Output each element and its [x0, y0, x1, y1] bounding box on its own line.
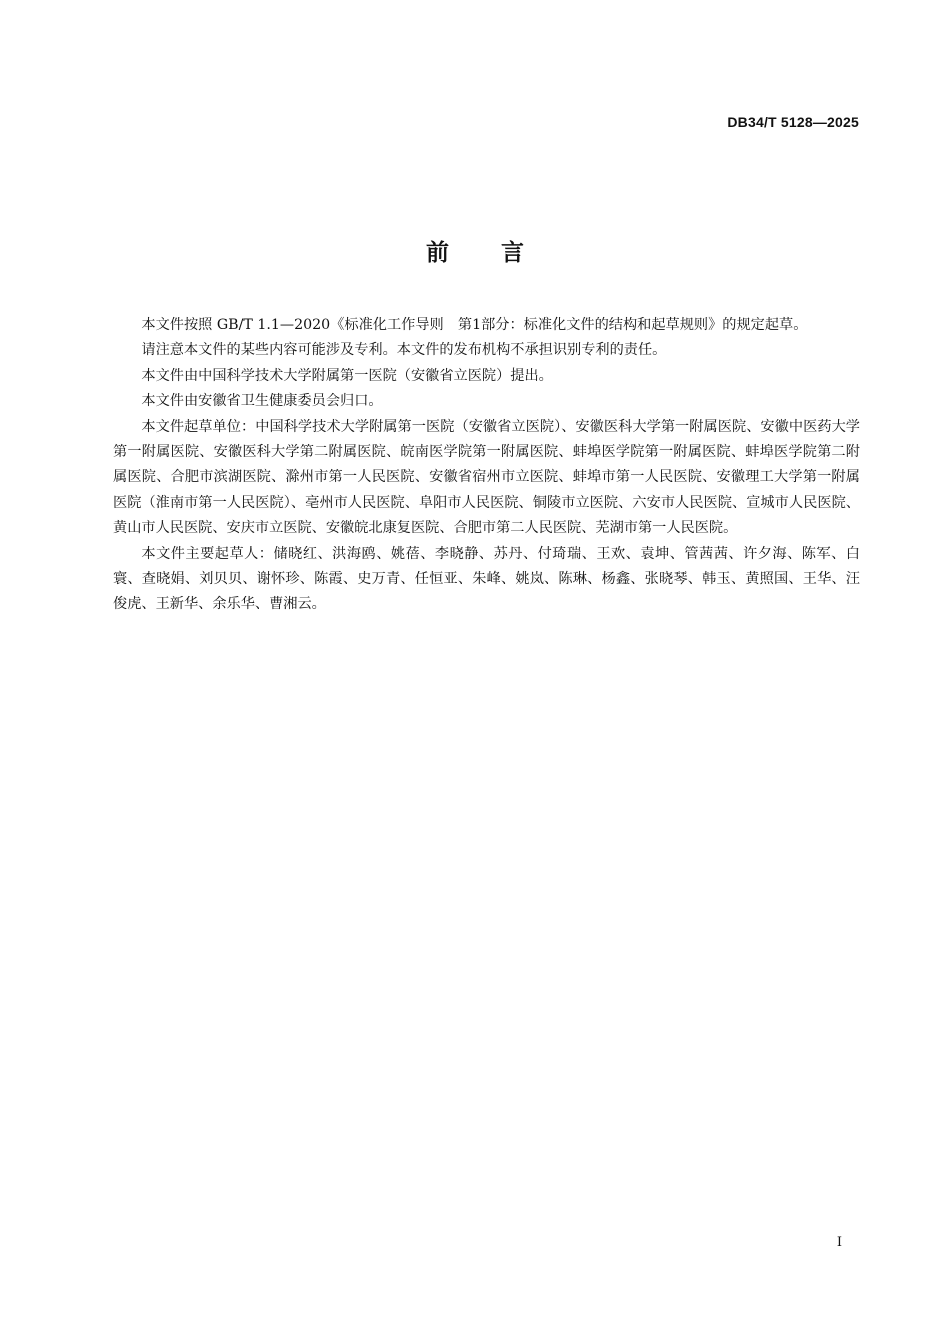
paragraph-proposer: 本文件由中国科学技术大学附属第一医院（安徽省立医院）提出。 [141, 367, 553, 384]
paragraph-drafting-rules: 本文件按照 GB/T 1.1—2020《标准化工作导则 第1部分：标准化文件的结构和起草规则》的规定起草。 [141, 317, 808, 333]
foreword-body [113, 313, 860, 618]
page-title: 前言 [426, 240, 576, 266]
paragraph-administrator: 本文件由安徽省卫生健康委员会归口。 [141, 393, 383, 410]
paragraph-patent-notice: 请注意本文件的某些内容可能涉及专利。本文件的发布机构不承担识别专利的责任。 [141, 342, 667, 359]
paragraph-drafting-units: 本文件起草单位：中国科学技术大学附属第一医院（安徽省立医院）、安徽医科大学第一附属医院、安徽中医药大学第一附属医院、安徽医科大学第二附属医院、皖南医学院第一附属医院、蚌埠医学院第一附属医院、蚌埠医学院第二附属医院、合肥市滨湖医院、滁州市第一人民医院、安徽省宿州市立医院、蚌埠市第一人民医院、安徽理工大学第一附属医院（淮南市第一人民医院）、亳州市人民医院、阜阳市人民医院、铜陵市立医院、六安市人民医院、宣城市人民医院、黄山市人民医院、安庆市立医院、安徽皖北康复医院、合肥市第二人民医院、芜湖市第一人民医院。 [113, 418, 860, 537]
paragraph-drafters: 本文件主要起草人：储晓红、洪海鸥、姚蓓、李晓静、苏丹、付琦瑞、王欢、袁坤、管茜茜、许夕海、陈军、白寰、查晓娟、刘贝贝、谢怀珍、陈霞、史万青、任恒亚、朱峰、姚岚、陈琳、杨鑫、张晓琴、韩玉、黄照国、王华、汪俊虎、王新华、余乐华、曹湘云。 [113, 545, 860, 613]
page-number: I [836, 1235, 842, 1250]
standard-code: DB34/T 5128—2025 [727, 114, 859, 130]
